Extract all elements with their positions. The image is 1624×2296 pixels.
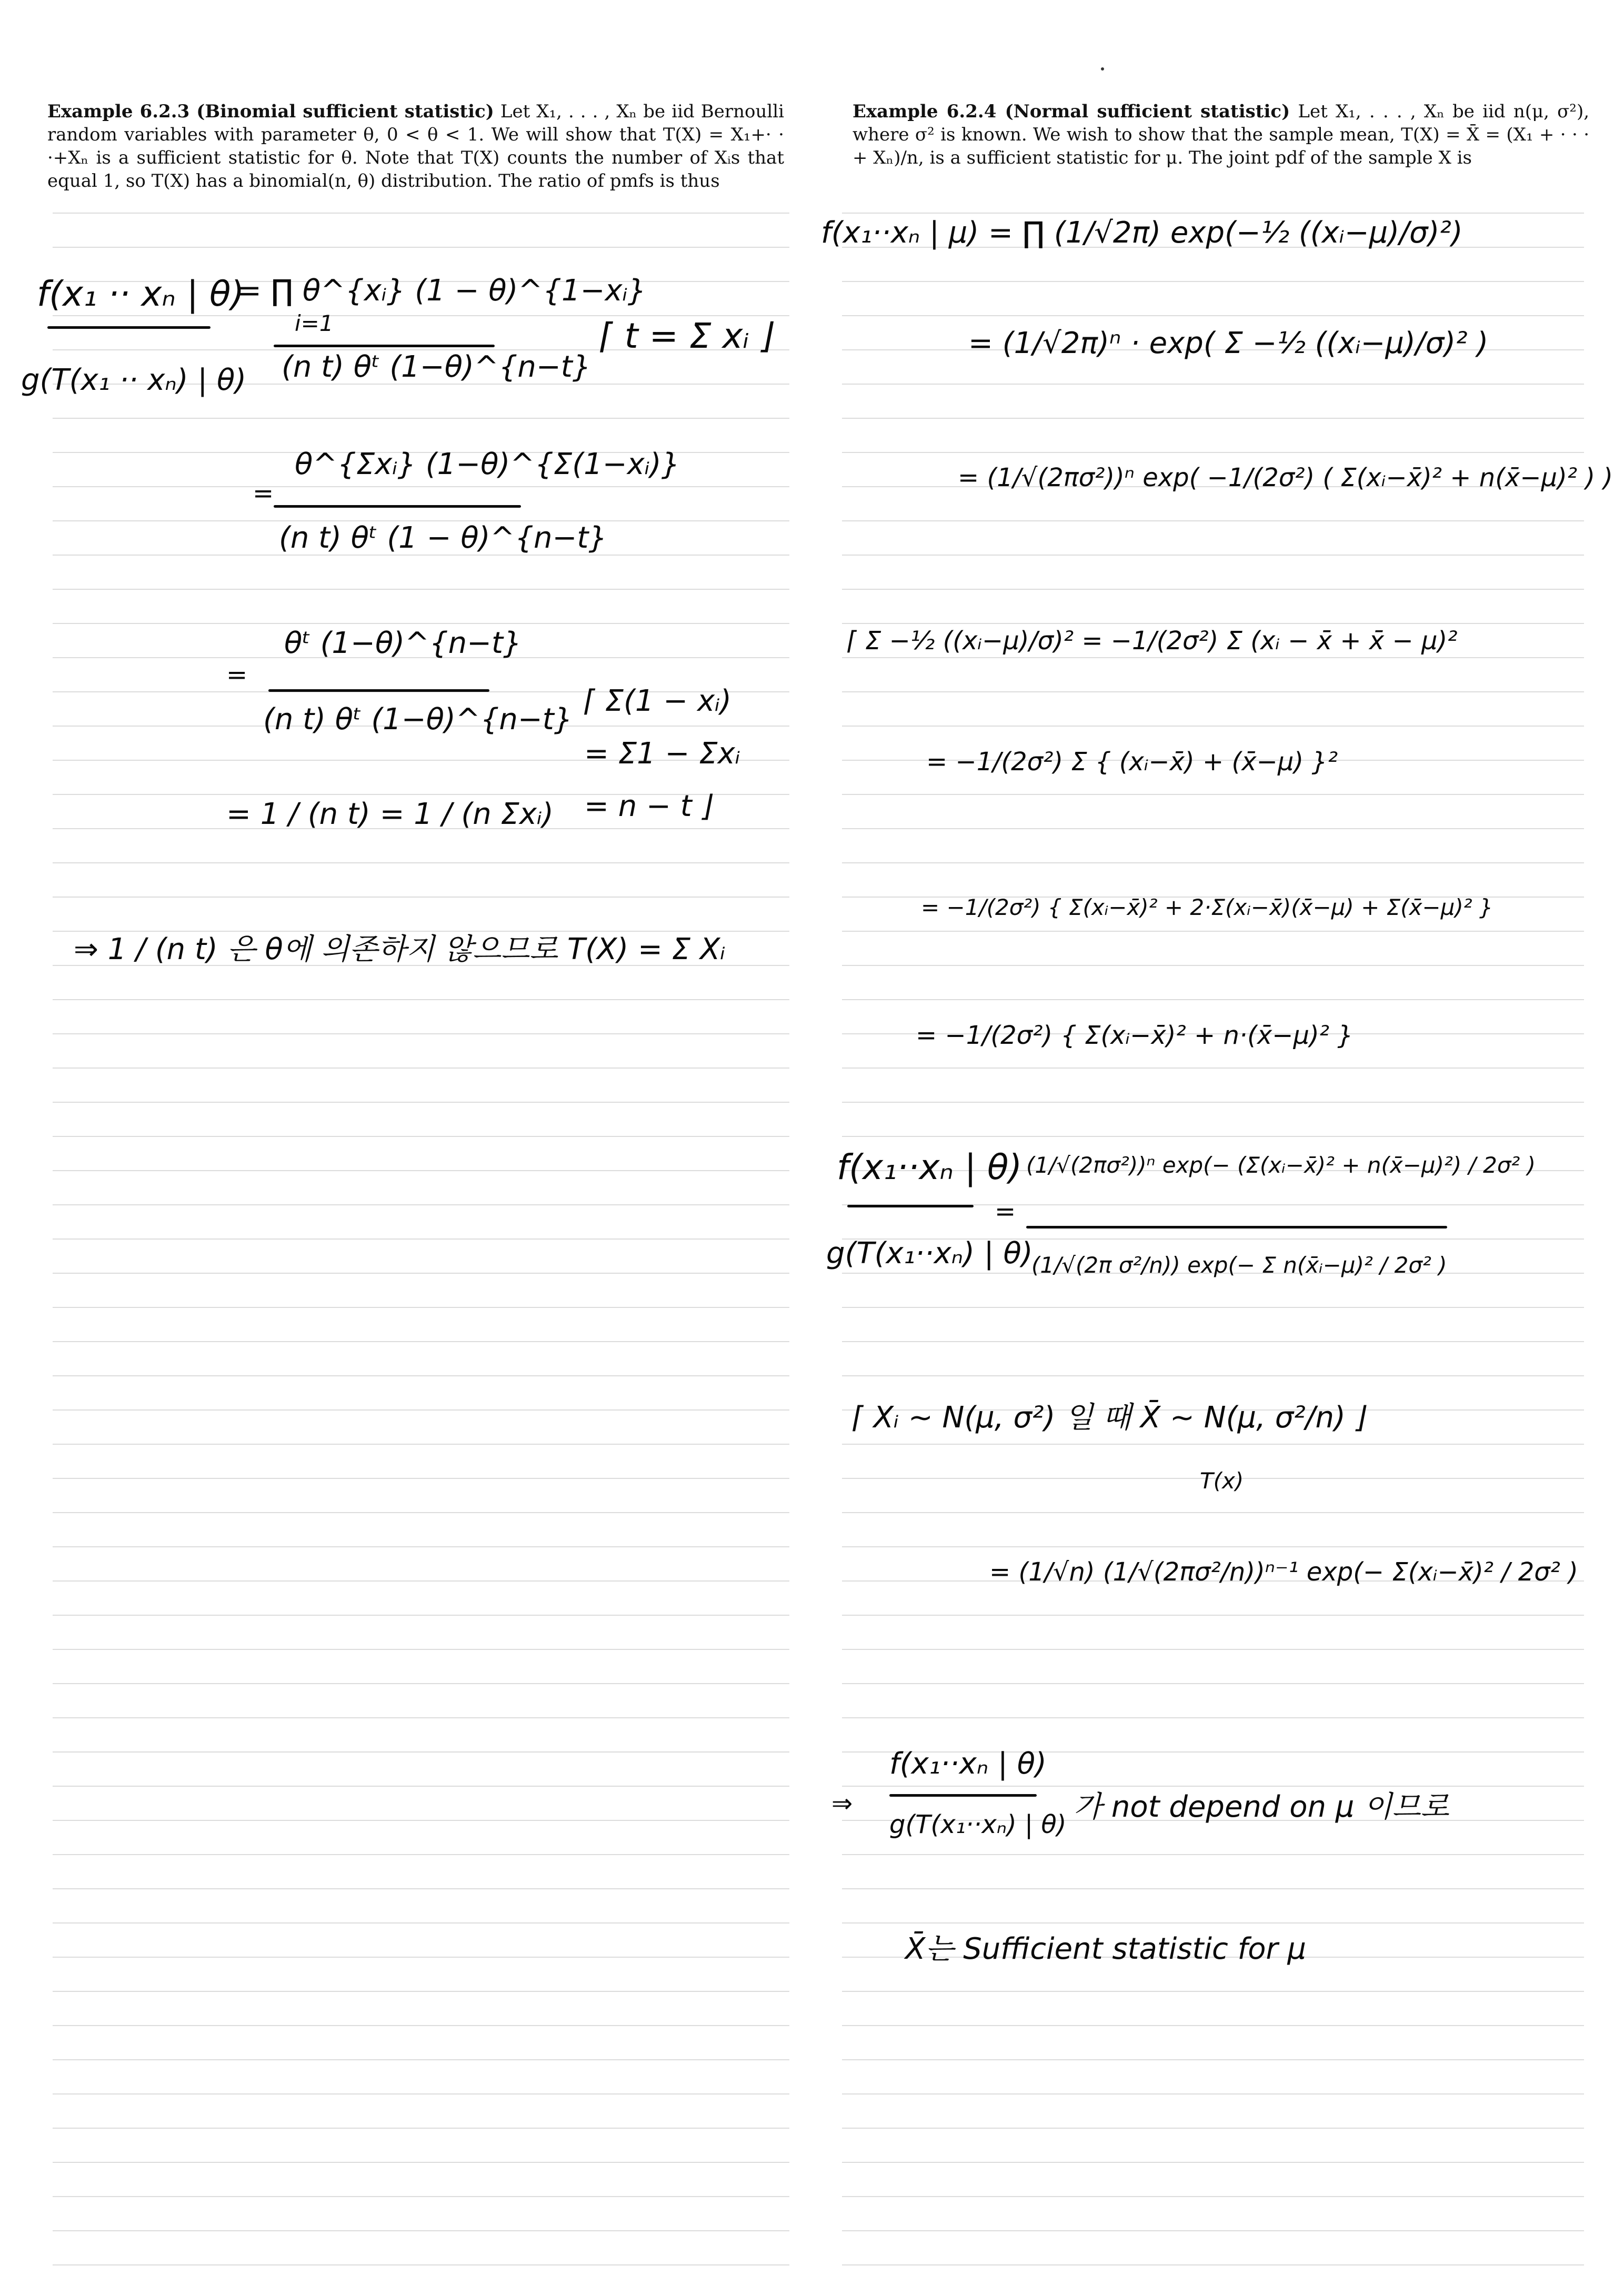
left-example-title: Example 6.2.3 (Binomial sufficient statistic) <box>47 101 494 122</box>
right-distribution-label: T(x) <box>1200 1468 1244 1494</box>
left-eq2-equals: = <box>253 479 274 508</box>
right-fraction-denominator: (1/√(2π σ²/n)) exp(− Σ n(x̄ᵢ−μ)² / 2σ² ) <box>1031 1252 1447 1278</box>
left-eq1-bar <box>274 345 495 347</box>
left-eq3-bar <box>268 689 489 692</box>
right-final-statement: X̄는 Sufficient statistic for μ <box>905 1932 1306 1966</box>
right-ratio-equals: = <box>995 1197 1016 1226</box>
left-eq4: = 1 / (n t) = 1 / (n Σxᵢ) <box>226 797 554 831</box>
right-conclusion-arrow: ⇒ <box>831 1789 853 1818</box>
right-conclusion-text: 가 not depend on μ 이므로 <box>1074 1790 1449 1824</box>
right-exponent-line2: = −1/(2σ²) Σ { (xᵢ−x̄) + (x̄−μ) }² <box>926 747 1338 777</box>
left-aside-sum-line2: = Σ1 − Σxᵢ <box>584 737 740 771</box>
left-conclusion: ⇒ 1 / (n t) 은 θ에 의존하지 않으므로 T(X) = Σ Xᵢ <box>74 932 726 966</box>
right-conclusion-bar <box>889 1794 1037 1797</box>
left-eq3-numerator: θᵗ (1−θ)^{n−t} <box>284 626 522 660</box>
right-exponent-line1: ⌈ Σ −½ ((xᵢ−μ)/σ)² = −1/(2σ²) Σ (xᵢ − x̄ + x̄ − μ)² <box>847 626 1458 656</box>
left-eq1-denominator: (n t) θᵗ (1−θ)^{n−t} <box>282 350 592 384</box>
right-pdf-line2: = (1/√2π)ⁿ · exp( Σ −½ ((xᵢ−μ)/σ)² ) <box>968 326 1489 360</box>
right-pdf-line3: = (1/√(2πσ²))ⁿ exp( −1/(2σ²) ( Σ(xᵢ−x̄)² + n(x̄−μ)² ) ) <box>958 463 1613 492</box>
left-ratio-numerator: f(x₁ ·· xₙ | θ) <box>37 274 245 314</box>
left-printed-block <box>47 100 784 193</box>
right-fraction-numerator: (1/√(2πσ²))ⁿ exp(− (Σ(xᵢ−x̄)² + n(x̄−μ)²) / 2σ² ) <box>1026 1152 1536 1178</box>
left-eq3-equals: = <box>226 660 248 690</box>
right-fraction-bar <box>1026 1226 1447 1228</box>
left-aside-t: ⌈ t = Σ xᵢ ⌋ <box>600 316 774 356</box>
left-eq1-numerator: = ∏ θ^{xᵢ} (1 − θ)^{1−xᵢ} <box>237 274 647 308</box>
left-eq2-denominator: (n t) θᵗ (1 − θ)^{n−t} <box>279 521 607 555</box>
left-eq2-bar <box>274 505 521 508</box>
right-ratio-bar <box>847 1205 974 1207</box>
left-eq1-product-index: i=1 <box>295 310 334 336</box>
right-distribution-note: ⌈ Xᵢ ~ N(μ, σ²) 일 때 X̄ ~ N(μ, σ²/n) ⌋ <box>853 1401 1367 1435</box>
left-ratio-denominator: g(T(x₁ ·· xₙ) | θ) <box>21 363 247 397</box>
left-ratio-bar <box>47 326 210 329</box>
right-exponent-line3: = −1/(2σ²) { Σ(xᵢ−x̄)² + 2·Σ(xᵢ−x̄)(x̄−μ) + Σ(x̄−μ)² } <box>921 894 1493 920</box>
right-example-title: Example 6.2.4 (Normal sufficient statistic) <box>853 101 1290 122</box>
right-result: = (1/√n) (1/√(2πσ²/n))ⁿ⁻¹ exp(− Σ(xᵢ−x̄)² / 2σ² ) <box>989 1557 1578 1587</box>
right-pdf-line1: f(x₁··xₙ | μ) = ∏ (1/√2π) exp(−½ ((xᵢ−μ)/σ)²) <box>821 216 1463 250</box>
right-example-body: Let X₁, . . . , Xₙ be iid n(μ, σ²), where σ² is known. We wish to show that the sample mean, T(X) = X̄ = (X₁ + · · · + Xₙ)/n, is a sufficient statistic for μ. The joint pdf of the sample X is <box>853 101 1590 168</box>
right-ratio-denominator: g(T(x₁··xₙ) | θ) <box>826 1236 1033 1271</box>
left-eq3-denominator: (n t) θᵗ (1−θ)^{n−t} <box>263 702 573 737</box>
left-example-body: Let X₁, . . . , Xₙ be iid Bernoulli random variables with parameter θ, 0 < θ < 1. We will show that T(X) = X₁+· · ·+Xₙ is a sufficient statistic for θ. Note that T(X) counts the number of Xᵢs that equal 1, so T(X) has a binomial(n, θ) distribution. The ratio of pmfs is thus <box>47 101 785 192</box>
right-ratio-numerator: f(x₁··xₙ | θ) <box>837 1147 1022 1187</box>
right-conclusion-denominator: g(T(x₁··xₙ) | θ) <box>889 1810 1067 1839</box>
left-aside-sum-line3: = n − t ⌋ <box>584 789 713 823</box>
right-conclusion-numerator: f(x₁··xₙ | θ) <box>889 1747 1047 1781</box>
stray-dot <box>1101 67 1104 71</box>
right-exponent-line4: = −1/(2σ²) { Σ(xᵢ−x̄)² + n·(x̄−μ)² } <box>916 1021 1354 1050</box>
left-aside-sum-line1: ⌈ Σ(1 − xᵢ) <box>584 684 732 718</box>
right-printed-block <box>853 100 1589 169</box>
left-eq2-numerator: θ^{Σxᵢ} (1−θ)^{Σ(1−xᵢ)} <box>295 447 680 481</box>
